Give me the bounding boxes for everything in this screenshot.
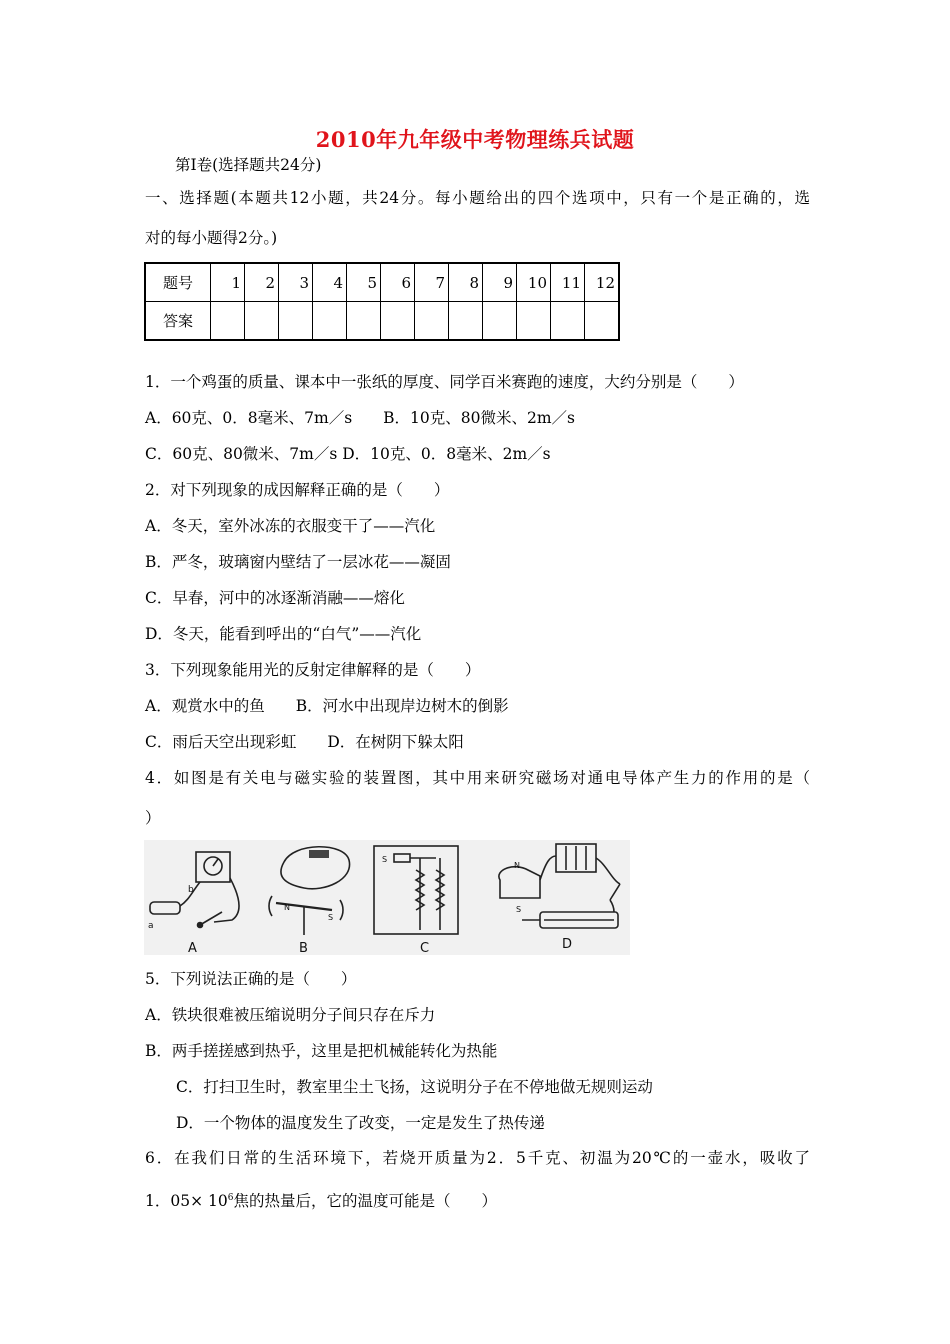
coil-shape (150, 902, 180, 914)
question-2-option-d: D．冬天，能看到呼出的“白气”——汽化 (145, 625, 422, 643)
answer-cell[interactable] (211, 302, 245, 341)
question-number: 8 (449, 263, 483, 302)
question-1-options-ab: A．60克、0．8毫米、7m／s B．10克、80微米、2m／s (145, 409, 576, 427)
question-number: 11 (551, 263, 585, 302)
answer-cell[interactable] (415, 302, 449, 341)
question-3-options-ab: A．观赏水中的鱼 B．河水中出现岸边树木的倒影 (145, 697, 509, 715)
answer-cell[interactable] (551, 302, 585, 341)
question-3-stem: 3．下列现象能用光的反射定律解释的是（ ） (145, 661, 481, 679)
instruction-line-2: 对的每小题得2分。) (145, 229, 278, 247)
table-row (145, 263, 619, 302)
question-number: 4 (313, 263, 347, 302)
answer-cell[interactable] (517, 302, 551, 341)
instruction-line-1: 一、选择题(本题共12小题，共24分。每小题给出的四个选项中，只有一个是正确的，选 (145, 189, 810, 207)
question-number: 3 (279, 263, 313, 302)
question-1-stem: 1．一个鸡蛋的质量、课本中一张纸的厚度、同学百米赛跑的速度，大约分别是（ ） (145, 373, 744, 391)
question-number: 9 (483, 263, 517, 302)
q6-value: 1．05× 10 (145, 1192, 228, 1210)
question-6-stem-line-1: 6．在我们日常的生活环境下，若烧开质量为2．5千克、初温为20℃的一壶水，吸收了 (145, 1149, 810, 1167)
figure-mark: S (382, 855, 388, 864)
section-instruction (145, 186, 810, 266)
question-number: 12 (585, 263, 620, 302)
answer-cell[interactable] (347, 302, 381, 341)
question-6-stem (145, 1146, 810, 1226)
question-2-option-a: A．冬天，室外冰冻的衣服变干了——汽化 (145, 517, 436, 535)
row-label-answer: 答案 (145, 302, 211, 341)
row-label-number: 题号 (145, 263, 211, 302)
question-2-stem: 2．对下列现象的成因解释正确的是（ ） (145, 481, 450, 499)
question-4-stem (145, 766, 810, 846)
question-1-options-cd: C．60克、80微米、7m／s D．10克、0．8毫米、2m／s (145, 445, 551, 463)
figure-label-a: A (188, 941, 197, 955)
figure-label-d: D (562, 937, 573, 952)
answer-cell[interactable] (483, 302, 517, 341)
apparatus-diagram-svg (144, 840, 630, 955)
question-4-stem-line-1: 4．如图是有关电与磁实验的装置图，其中用来研究磁场对通电导体产生力的作用的是（ (145, 769, 810, 787)
question-5-option-c: C．打扫卫生时，教室里尘土飞扬，这说明分子在不停地做无规则运动 (176, 1078, 653, 1096)
figure-mark: b (188, 885, 194, 895)
page-title: 2010年九年级中考物理练兵试题 (315, 127, 635, 152)
question-2-option-b: B．严冬，玻璃窗内壁结了一层冰花——凝固 (145, 553, 451, 571)
question-number: 1 (211, 263, 245, 302)
q6-rest: 焦的热量后，它的温度可能是（ ） (233, 1192, 497, 1210)
answer-cell[interactable] (313, 302, 347, 341)
figure-mark: N (284, 903, 290, 912)
figure-label-b: B (299, 941, 308, 955)
question-2-option-c: C．早春，河中的冰逐渐消融——熔化 (145, 589, 405, 607)
question-number: 10 (517, 263, 551, 302)
answer-cell[interactable] (449, 302, 483, 341)
electromagnetism-figure (144, 840, 630, 955)
table-row (145, 302, 619, 341)
question-number: 7 (415, 263, 449, 302)
question-5-stem: 5．下列说法正确的是（ ） (145, 970, 357, 988)
volume-label: 第Ⅰ卷(选择题共24分) (175, 156, 322, 174)
figure-mark: S (328, 913, 334, 922)
question-number: 2 (245, 263, 279, 302)
answer-cell[interactable] (245, 302, 279, 341)
question-number: 5 (347, 263, 381, 302)
question-6-stem-line-2 (145, 1186, 810, 1226)
question-4-stem-line-2: ） (145, 809, 161, 827)
figure-label-c: C (420, 941, 430, 955)
answer-cell[interactable] (585, 302, 620, 341)
question-5-option-a: A．铁块很难被压缩说明分子间只存在斥力 (145, 1006, 436, 1024)
figure-mark: N (514, 861, 520, 870)
question-number: 6 (381, 263, 415, 302)
figure-mark: a (148, 921, 154, 931)
question-3-options-cd: C．雨后天空出现彩虹 D．在树阴下躲太阳 (145, 733, 464, 751)
q6-exponent: 6 (227, 1193, 234, 1203)
horseshoe-magnet-shape (499, 867, 540, 898)
question-5-option-d: D．一个物体的温度发生了改变，一定是发生了热传递 (176, 1114, 545, 1132)
answer-cell[interactable] (381, 302, 415, 341)
question-5-option-b: B．两手搓搓感到热乎，这里是把机械能转化为热能 (145, 1042, 498, 1060)
answer-cell[interactable] (279, 302, 313, 341)
answer-table (144, 262, 620, 341)
figure-mark: S (516, 905, 522, 914)
